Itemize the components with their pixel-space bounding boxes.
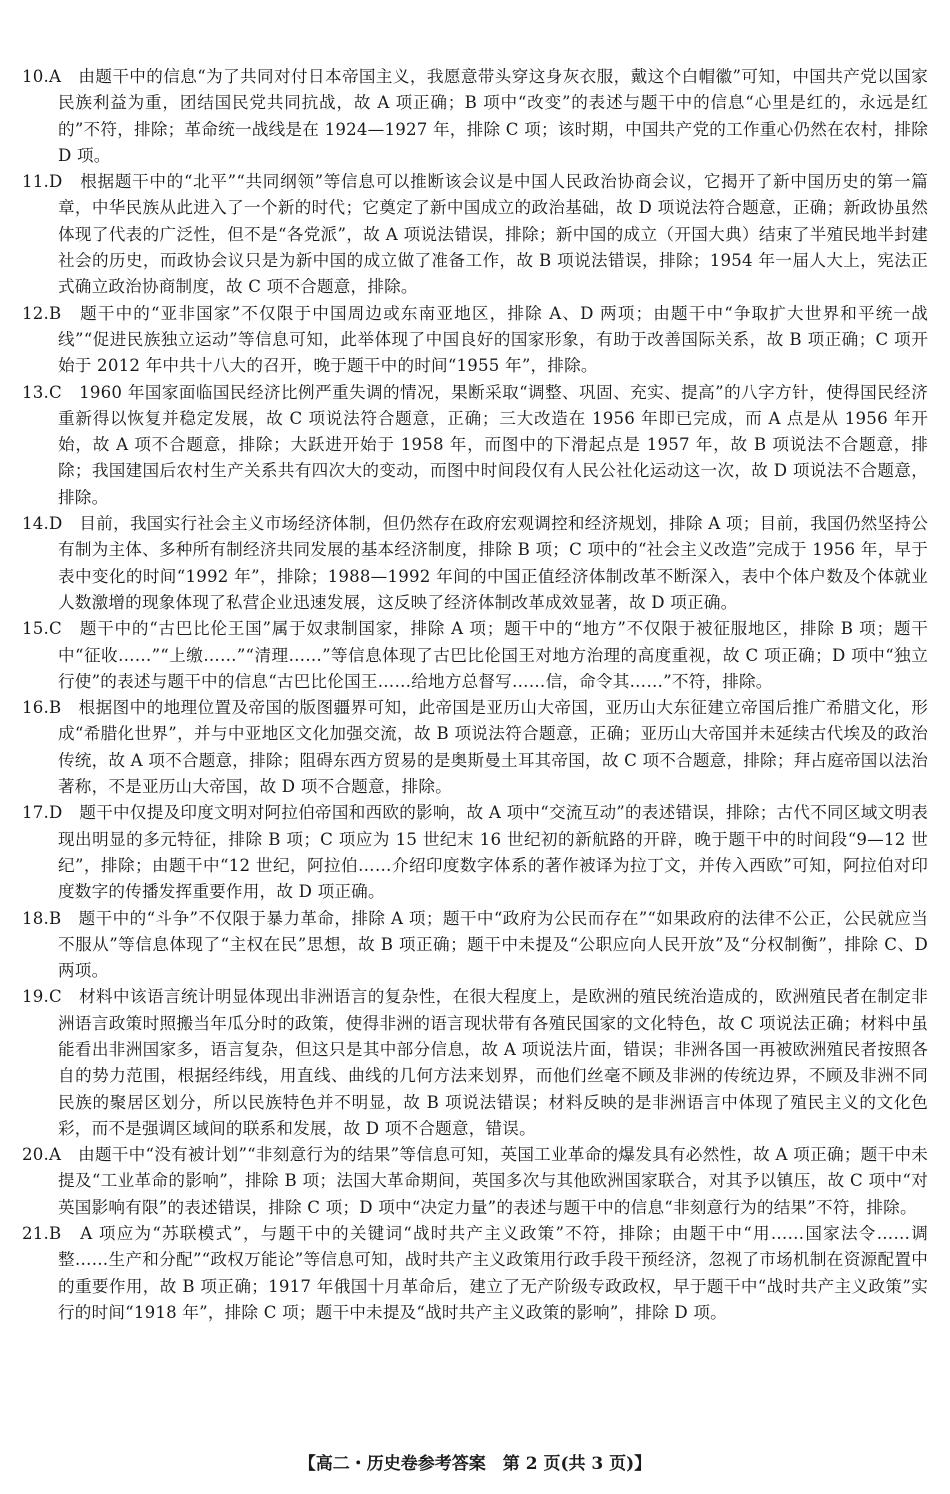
answer-item — [22, 64, 928, 169]
explanation-text: 题干中的“古巴比伦王国”属于奴隶制国家，排除 A 项；题干中的“地方”不仅限于被征服地区，排除 B 项；题干中“征收……”“上缴……”“清理……”等信息体现了古巴比伦国王对地方治理的高度重视，故 C 项正确；D 项中“独立行使”的表述与题干中的信息“古巴比伦国王……给地方总督写……信，命令其……”不符，排除。 — [58, 619, 928, 691]
answer-letter: A — [49, 1145, 62, 1165]
question-number: 19. — [22, 987, 49, 1007]
answer-letter: B — [49, 698, 62, 718]
answer-explanation — [22, 695, 928, 800]
answer-letter: D — [49, 803, 63, 823]
answer-item — [22, 1221, 928, 1326]
answer-letter: B — [49, 303, 62, 323]
explanation-text: 1960 年国家面临国民经济比例严重失调的情况，果断采取“调整、巩固、充实、提高”的八字方针，使得国民经济重新得以恢复并稳定发展，故 C 项说法符合题意，正确；三大改造在 1956 年即已完成，而 A 点是从 1956 年开始，故 A 项不合题意，排除；大跃进开始于 1958 年，而图中的下滑起点是 1957 年，故 B 项说法不合题意，排除；我国建国后农村生产关系共有四次大的变动，而图中时间段仅有人民公社化运动这一次，故 D 项说法不合题意，排除。 — [58, 382, 928, 507]
explanation-text: 题干中的“斗争”不仅限于暴力革命，排除 A 项；题干中“政府为公民而存在”“如果政府的法律不公正，公民就应当不服从”等信息体现了“主权在民”思想，故 B 项正确；题干中未提及“公职应向人民开放”及“分权制衡”，排除 C、D 两项。 — [58, 908, 928, 981]
explanation-text: 题干中仅提及印度文明对阿拉伯帝国和西欧的影响，故 A 项中“交流互动”的表述错误，排除；古代不同区域文明表现出明显的多元特征，排除 B 项；C 项应为 15 世纪末 16 世纪初的新航路的开辟，晚于题干中的时间段“9—12 世纪”，排除；由题干中“12 世纪，阿拉伯……介绍印度数字体系的著作被译为拉丁文，并传入西欧”可知，阿拉伯对印度数字的传播发挥重要作用，故 D 项正确。 — [58, 803, 928, 902]
question-number: 13. — [22, 382, 49, 402]
answer-item — [22, 380, 928, 511]
question-number: 18. — [22, 908, 49, 928]
answer-explanation — [22, 984, 928, 1142]
explanation-text: 由题干中“没有被计划”“非刻意行为的结果”等信息可知，英国工业革命的爆发具有必然性，故 A 项正确；题干中未提及“工业革命的影响”，排除 B 项；法国大革命期间，英国多次与其他欧洲国家联合，对其予以镇压，故 C 项中“对英国影响有限”的表述错误，排除 C 项；D 项中“决定力量”的表述与题干中的信息“非刻意行为的结果”不符，排除。 — [58, 1145, 928, 1217]
answer-item — [22, 1142, 928, 1221]
answer-item — [22, 169, 928, 300]
answer-explanation — [22, 301, 928, 380]
answer-explanation — [22, 616, 928, 695]
answer-explanation — [22, 64, 928, 169]
answer-explanation — [22, 169, 928, 300]
answer-letter: C — [49, 619, 62, 639]
answer-letter: C — [49, 382, 62, 402]
question-number: 21. — [22, 1224, 49, 1244]
answer-list — [22, 64, 928, 1326]
question-number: 15. — [22, 619, 49, 639]
answer-letter: C — [49, 987, 62, 1007]
answer-letter: D — [49, 514, 63, 534]
answer-item — [22, 984, 928, 1142]
answer-explanation — [22, 380, 928, 511]
page-footer: 【高二・历史卷参考答案 第 2 页(共 3 页)】 — [298, 1454, 652, 1474]
answer-item — [22, 511, 928, 616]
explanation-text: 目前，我国实行社会主义市场经济体制，但仍然存在政府宏观调控和经济规划，排除 A 项；目前，我国仍然坚持公有制为主体、多种所有制经济共同发展的基本经济制度，排除 B 项；C 项中的“社会主义改造”完成于 1956 年，早于表中变化的时间“1992 年”，排除；1988—1992 年间的中国正值经济体制改革不断深入，表中个体户数及个体就业人数激增的现象体现了私营企业迅速发展，这反映了经济体制改革成效显著，故 D 项正确。 — [58, 514, 928, 612]
answer-letter: D — [49, 172, 63, 192]
explanation-text: 根据题干中的“北平”“共同纲领”等信息可以推断该会议是中国人民政治协商会议，它揭开了新中国历史的第一篇章，中华民族从此进入了一个新的时代；它奠定了新中国成立的政治基础，故 D 项说法符合题意，正确；新政协虽然体现了代表的广泛性，但不是“各党派”，故 A 项说法错误，排除；新中国的成立（开国大典）结束了半殖民地半封建社会的历史，而政协会议只是为新中国的成立做了准备工作，故 B 项说法错误，排除；1954 年一届人大上，宪法正式确立政治协商制度，故 C 项不合题意，排除。 — [58, 172, 928, 297]
answer-letter: A — [49, 67, 62, 86]
answer-letter: B — [49, 908, 62, 928]
question-number: 11. — [22, 172, 49, 192]
answer-explanation — [22, 1221, 928, 1326]
explanation-text: 材料中该语言统计明显体现出非洲语言的复杂性，在很大程度上，是欧洲的殖民统治造成的，欧洲殖民者在制定非洲语言政策时照搬当年瓜分时的政策，使得非洲的语言现状带有各殖民国家的文化特色，故 C 项说法正确；材料中虽能看出非洲国家多，语言复杂，但这只是其中部分信息，故 A 项说法片面，错误；非洲各国一再被欧洲殖民者按照各自的势力范围，根据经纬线，用直线、曲线的几何方法来划界，而他们丝毫不顾及非洲的传统边界，不顾及非洲不同民族的聚居区划分，所以民族特色并不明显，故 B 项说法错误；材料反映的是非洲语言中体现了殖民主义的文化色彩，而不是强调区域间的联系和发展，故 D 项不合题意，错误。 — [58, 987, 928, 1138]
answer-explanation — [22, 1142, 928, 1221]
question-number: 14. — [22, 514, 49, 534]
answer-explanation — [22, 511, 928, 616]
answer-item — [22, 616, 928, 695]
explanation-text: A 项应为“苏联模式”，与题干中的关键词“战时共产主义政策”不符，排除；由题干中“用……国家法令……调整……生产和分配”“政权万能论”等信息可知，战时共产主义政策用行政手段干预经济，忽视了市场机制在资源配置中的重要作用，故 B 项正确；1917 年俄国十月革命后，建立了无产阶级专政政权，早于题干中“战时共产主义政策”实行的时间“1918 年”，排除 C 项；题干中未提及“战时共产主义政策的影响”，排除 D 项。 — [58, 1224, 928, 1322]
question-number: 17. — [22, 803, 49, 823]
explanation-text: 根据图中的地理位置及帝国的版图疆界可知，此帝国是亚历山大帝国，亚历山大东征建立帝国后推广希腊文化，形成“希腊化世界”，并与中亚地区文化加强交流，故 B 项说法符合题意，正确；亚历山大帝国并未延续古代埃及的政治传统，故 A 项不合题意，排除；阻碍东西方贸易的是奥斯曼土耳其帝国，故 C 项不合题意，排除；拜占庭帝国以法治著称，不是亚历山大帝国，故 D 项不合题意，排除。 — [58, 698, 929, 797]
explanation-text: 题干中的“亚非国家”不仅限于中国周边或东南亚地区，排除 A、D 两项；由题干中“争取扩大世界和平统一战线”“促进民族独立运动”等信息可知，此举体现了中国良好的国家形象，有助于改善国际关系，故 B 项正确；C 项开始于 2012 年中共十八大的召开，晚于题干中的时间“1955 年”，排除。 — [58, 303, 929, 376]
answer-item — [22, 800, 928, 905]
question-number: 10. — [22, 67, 49, 86]
answer-item — [22, 301, 928, 380]
answer-explanation — [22, 800, 928, 905]
question-number: 20. — [22, 1145, 49, 1165]
answer-letter: B — [49, 1224, 62, 1244]
answer-item — [22, 695, 928, 800]
explanation-text: 由题干中的信息“为了共同对付日本帝国主义，我愿意带头穿这身灰衣服，戴这个白帽徽”可知，中国共产党以国家民族利益为重，团结国民党共同抗战，故 A 项正确；B 项中“改变”的表述与题干中的信息“心里是红的，永远是红的”不符，排除；革命统一战线是在 1924—1927 年，排除 C 项；该时期，中国共产党的工作重心仍然在农村，排除 D 项。 — [58, 67, 928, 165]
question-number: 12. — [22, 303, 49, 323]
question-number: 16. — [22, 698, 49, 718]
answer-item — [22, 906, 928, 985]
answer-explanation — [22, 906, 928, 985]
